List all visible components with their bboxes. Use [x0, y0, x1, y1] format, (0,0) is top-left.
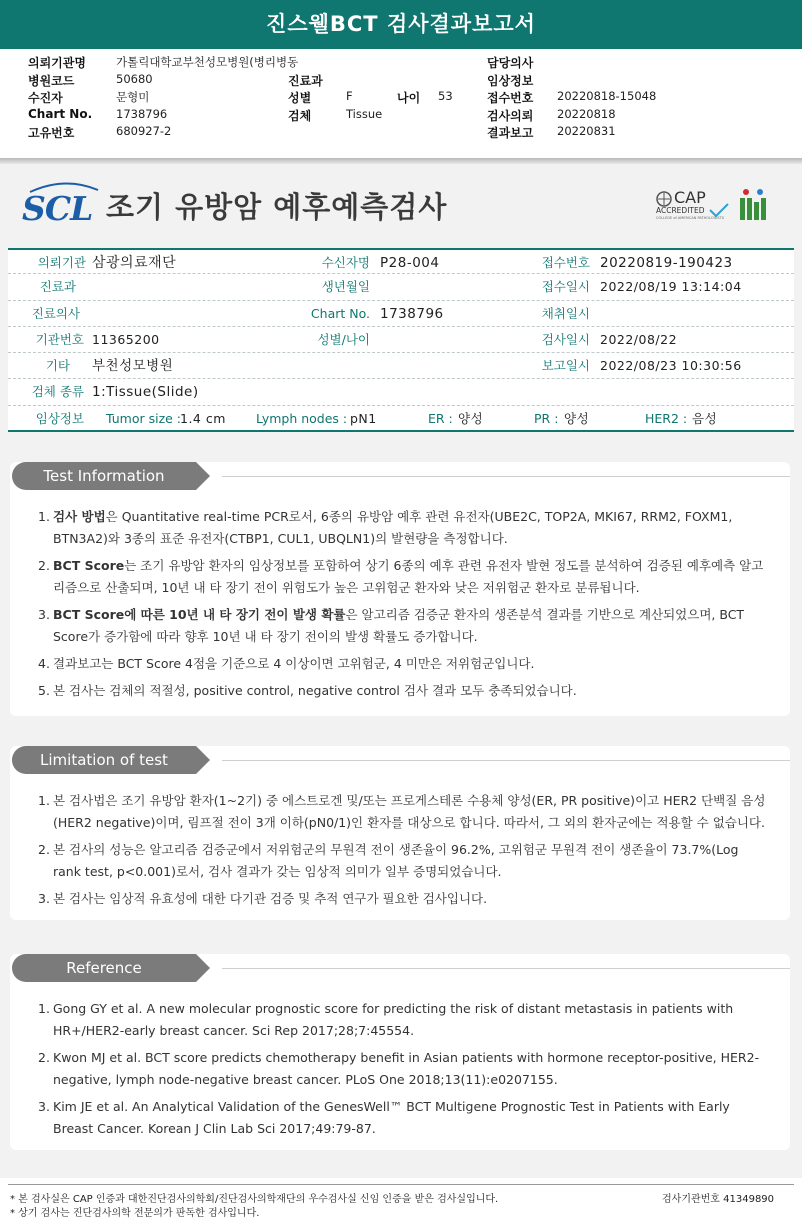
tumor-size-value: 1.4 cm: [180, 410, 226, 426]
test-information-section: [10, 462, 790, 716]
item-bold-term: BCT Score에 따른 10년 내 타 장기 전이 발생 확률: [53, 607, 346, 622]
pr-value: 양성: [564, 410, 590, 426]
item-text: Gong GY et al. A new molecular prognostic score for predicting the risk of distant metastasis in patients with HR+/HER2-early breast cancer. Sci Rep 2017;28;7:45554.: [53, 1001, 734, 1038]
item-bold-term: BCT Score: [53, 558, 125, 573]
header-label: 접수번호: [487, 91, 534, 105]
info-label: 성별/나이: [317, 331, 370, 347]
header-label: 진료과: [288, 73, 323, 88]
list-item: [38, 506, 768, 550]
info-row: [8, 274, 794, 300]
info-value: 11365200: [92, 331, 160, 347]
info-value: 2022/08/22: [600, 331, 678, 347]
footer-note-2: * 상기 검사는 진단검사의학 전문의가 판독한 검사입니다.: [10, 1208, 260, 1219]
list-item: [38, 1096, 768, 1140]
section-divider: [222, 968, 790, 969]
report-header: [0, 164, 802, 240]
item-text: 은 알고리즘 검증군 환자의 생존분석 결과를 기반으로 계산되었으며, BCT Score가 증가함에 따라 향후 10년 내 타 장기 전이의 발생 확률도 증가합니다.: [53, 607, 745, 644]
header-label: 검체: [288, 108, 312, 123]
limitation-title: Limitation of test: [12, 746, 196, 774]
header-value: 20220818-15048: [557, 89, 657, 103]
scl-logo-text: SCL: [22, 189, 93, 228]
item-number: 2.: [38, 842, 50, 857]
item-text: 본 검사는 검체의 적절성, positive control, negative control 검사 결과 모두 충족되었습니다.: [53, 683, 577, 698]
scl-logo: [20, 180, 100, 228]
her2-value: 음성: [692, 410, 718, 426]
header-label: Chart No.: [28, 106, 93, 121]
header-value: 50680: [116, 71, 153, 86]
header-label: 의뢰기관명: [28, 56, 86, 70]
section-divider: [222, 760, 790, 761]
info-label: 기타: [45, 358, 70, 374]
limitation-list: [38, 790, 768, 915]
report-title-bar: 진스웰BCT 검사결과보고서: [0, 0, 802, 49]
header-value: 문형미: [116, 90, 150, 104]
test-information-title: Test Information: [12, 462, 196, 490]
list-item: [38, 604, 768, 648]
info-value: 20220819-190423: [600, 255, 733, 271]
item-text: 본 검사법은 조기 유방암 환자(1~2기) 중 에스트로겐 및/또는 프로게스테론 수용체 양성(ER, PR positive)이고 HER2 단백질 음성(HER2 negative)이며, 림프절 전이 3개 이하(pN0/1)인 환자를 대상으로 합니다. 따라서, 그 외의 환자군에는 적용할 수 없습니다.: [53, 793, 766, 830]
header-label: 임상정보: [487, 73, 534, 88]
header-info: [0, 54, 802, 150]
info-label: 임상정보: [35, 410, 84, 426]
section-divider: [222, 476, 790, 477]
header-value: 가톨릭대학교부천성모병원(병리병동: [116, 55, 299, 69]
info-label: 검사일시: [541, 331, 590, 347]
cap-accredited-text: ACCREDITED: [656, 206, 705, 215]
list-item: [38, 998, 768, 1042]
info-row: [8, 327, 794, 353]
info-label: Chart No.: [310, 305, 370, 321]
institution-number: 검사기관번호 41349890: [662, 1194, 775, 1205]
lm-logo: [738, 188, 768, 222]
list-item: [38, 555, 768, 599]
info-label: 생년월일: [321, 279, 370, 295]
er-label: ER :: [428, 410, 453, 426]
header-label: 담당의사: [487, 56, 534, 70]
header-value: Tissue: [346, 106, 383, 121]
item-text: Kim JE et al. An Analytical Validation of the GenesWell™ BCT Multigene Prognostic Test in Patients with Early Breast Cancer. Korean J Clin Lab Sci 2017;49:79-87.: [53, 1099, 730, 1136]
info-value: 삼광의료재단: [92, 255, 177, 271]
reference-title: Reference: [12, 954, 196, 982]
header-label: 결과보고: [487, 126, 534, 140]
header-value: F: [346, 89, 353, 103]
header-value: 20220831: [557, 124, 616, 138]
header-label: 성별: [288, 91, 312, 105]
cap-small-text: COLLEGE of AMERICAN PATHOLOGISTS: [656, 216, 724, 220]
header-value: 1738796: [116, 106, 168, 121]
her2-label: HER2 :: [645, 410, 688, 426]
info-label: 접수일시: [541, 279, 590, 295]
info-value: 2022/08/23 10:30:56: [600, 358, 742, 374]
info-row: [8, 353, 794, 379]
item-number: 2.: [38, 1050, 50, 1065]
info-label: 진료의사: [31, 305, 80, 321]
item-number: 1.: [38, 793, 50, 808]
header-label: 수진자: [28, 91, 63, 105]
list-item: [38, 839, 768, 883]
header-label: 고유번호: [28, 126, 75, 140]
info-label: 기관번호: [35, 331, 84, 347]
info-label: 채취일시: [541, 305, 590, 321]
item-number: 3.: [38, 607, 50, 622]
info-value: 1738796: [380, 305, 444, 322]
header-value: 20220818: [557, 106, 616, 121]
lymph-nodes-label: Lymph nodes :: [256, 410, 348, 426]
info-value: 2022/08/19 13:14:04: [600, 279, 742, 295]
header-label: 병원코드: [28, 73, 75, 88]
item-number: 1.: [38, 1001, 50, 1016]
pr-label: PR :: [534, 410, 559, 426]
info-value: P28-004: [380, 255, 440, 271]
item-number: 2.: [38, 558, 50, 573]
info-row: [8, 301, 794, 327]
info-label: 진료과: [39, 279, 76, 295]
item-number: 1.: [38, 509, 50, 524]
list-item: [38, 888, 768, 910]
cap-logo: [654, 186, 730, 224]
list-item: [38, 1047, 768, 1091]
item-number: 5.: [38, 683, 50, 698]
info-label: 접수번호: [541, 255, 590, 270]
info-label: 의뢰기관: [37, 255, 86, 270]
item-number: 3.: [38, 1099, 50, 1114]
test-information-list: [38, 506, 768, 707]
info-row: [8, 248, 794, 274]
list-item: [38, 790, 768, 834]
item-text: 본 검사의 성능은 알고리즘 검증군에서 저위험군의 무원격 전이 생존율이 96.2%, 고위험군 무원격 전이 생존율이 73.7%(Log rank test, p<0.001)로서, 검사 결과가 갖는 임상적 의미가 일부 증명되었습니다.: [53, 842, 739, 879]
list-item: [38, 653, 768, 675]
info-label: 보고일시: [541, 358, 590, 374]
info-row: [8, 379, 794, 405]
er-value: 양성: [458, 410, 484, 426]
item-number: 4.: [38, 656, 50, 671]
lymph-nodes-value: pN1: [350, 410, 377, 426]
age-value: 53: [438, 89, 453, 103]
reference-list: [38, 998, 768, 1145]
patient-info-table: [8, 248, 794, 432]
reference-section: [10, 954, 790, 1150]
tumor-size-label: Tumor size :: [106, 410, 182, 426]
list-item: [38, 680, 768, 702]
cap-text: CAP: [674, 188, 706, 207]
scl-report: [0, 164, 802, 1226]
item-bold-term: 검사 방법: [53, 509, 106, 524]
limitation-section: [10, 746, 790, 920]
header-label: 검사의뢰: [487, 108, 534, 123]
item-text: Kwon MJ et al. BCT score predicts chemotherapy benefit in Asian patients with hormone receptor-positive, HER2-negative, lymph node-negative breast cancer. PLoS One 2018;13(11):e0207155.: [53, 1050, 760, 1087]
info-label: 검체 종류: [31, 384, 84, 400]
item-number: 3.: [38, 891, 50, 906]
info-label: 수신자명: [321, 255, 370, 270]
age-label: 나이: [397, 91, 421, 105]
info-value: 부천성모병원: [92, 358, 174, 375]
info-row: [8, 406, 794, 432]
item-text: 는 조기 유방암 환자의 임상정보를 포함하여 상기 6종의 예후 관련 유전자 발현 정도를 분석하여 검증된 예후예측 알고리즘으로 산출되며, 10년 내 타 장기 전이 위험도가 높은 고위험군 환자와 낮은 저위험군 환자로 분류됩니다.: [53, 558, 764, 595]
footer-divider: [8, 1184, 794, 1185]
item-text: 은 Quantitative real-time PCR로서, 6종의 유방암 예후 관련 유전자(UBE2C, TOP2A, MKI67, RRM2, FOXM1, BTN3A2)와 3종의 표준 유전자(CTBP1, CUL1, UBQLN1)의 발현량을 측정합니다.: [53, 509, 733, 546]
item-text: 본 검사는 임상적 유효성에 대한 다기관 검증 및 추적 연구가 필요한 검사입니다.: [53, 891, 488, 906]
report-footer: [0, 1178, 802, 1226]
footer-note-1: * 본 검사실은 CAP 인증과 대한진단검사의학회/진단검사의학재단의 우수검사실 신임 인증을 받은 검사실입니다.: [10, 1194, 499, 1205]
report-title: 조기 유방암 예후예측검사: [106, 190, 448, 224]
item-text: 결과보고는 BCT Score 4점을 기준으로 4 이상이면 고위험군, 4 미만은 저위험군입니다.: [53, 656, 535, 671]
header-value: 680927-2: [116, 124, 172, 138]
info-value: 1:Tissue(Slide): [92, 384, 199, 401]
